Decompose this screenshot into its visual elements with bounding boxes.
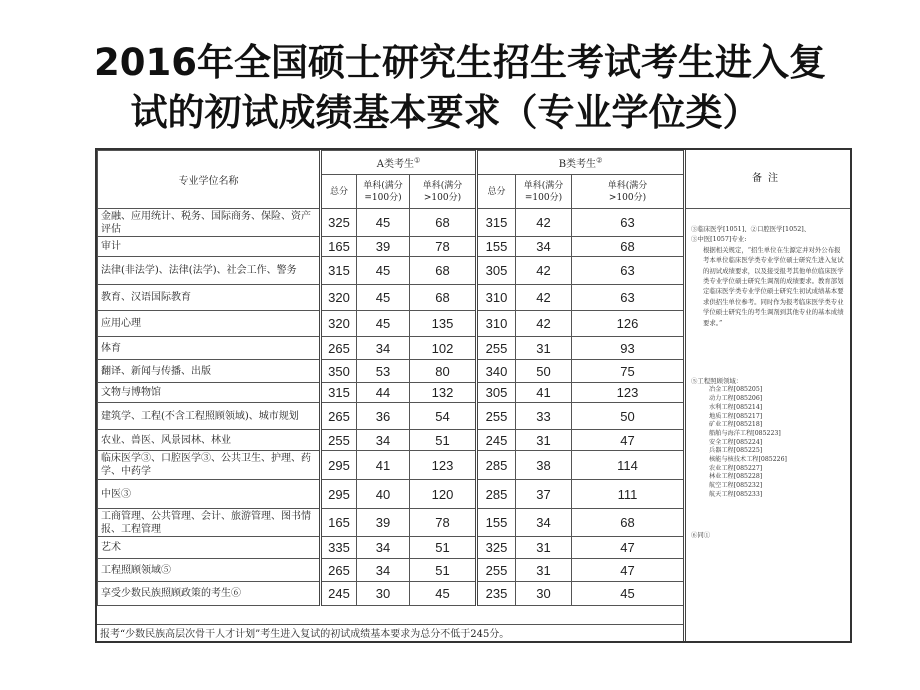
a-single100-cell: 45 — [357, 257, 410, 285]
engineering-field-item: 冶金工程[085205] — [709, 386, 763, 394]
a-single-gt100-cell: 45 — [410, 582, 477, 606]
a-single-gt100-cell: 51 — [410, 537, 477, 559]
a-total-cell: 165 — [321, 509, 357, 537]
a-single100-cell: 30 — [357, 582, 410, 606]
b-single-gt100-cell: 114 — [572, 451, 684, 480]
a-single100-cell: 45 — [357, 311, 410, 337]
header-a-group: A类考生① — [321, 151, 477, 175]
a-total-cell: 265 — [321, 403, 357, 430]
b-total-cell: 315 — [477, 209, 516, 237]
a-total-cell: 320 — [321, 311, 357, 337]
b-single-gt100-cell: 126 — [572, 311, 684, 337]
b-single100-cell: 31 — [516, 559, 572, 582]
major-name-cell: 教育、汉语国际教育 — [98, 285, 321, 311]
a-total-cell: 265 — [321, 337, 357, 360]
a-single100-cell: 39 — [357, 237, 410, 257]
b-single100-cell: 30 — [516, 582, 572, 606]
major-name-cell: 工商管理、公共管理、会计、旅游管理、图书情报、工程管理 — [98, 509, 321, 537]
a-single-gt100-cell: 80 — [410, 360, 477, 383]
header-b-single100: 单科(满分 =100分) — [516, 175, 572, 209]
header-notes: 备注 — [686, 150, 850, 209]
a-total-cell: 325 — [321, 209, 357, 237]
table-row — [98, 509, 684, 537]
b-total-cell: 310 — [477, 285, 516, 311]
notes-column — [683, 150, 850, 641]
major-name-cell: 中医③ — [98, 480, 321, 509]
major-name-cell: 享受少数民族照顾政策的考生⑥ — [98, 582, 321, 606]
engineering-field-item: 航天工程[085233] — [709, 490, 763, 498]
a-single100-cell: 36 — [357, 403, 410, 430]
b-single100-cell: 42 — [516, 257, 572, 285]
a-single-gt100-cell: 68 — [410, 257, 477, 285]
b-total-cell: 305 — [477, 257, 516, 285]
a-single-gt100-cell: 120 — [410, 480, 477, 509]
a-total-cell: 320 — [321, 285, 357, 311]
engineering-field-item: 地质工程[085217] — [709, 412, 763, 420]
table-footer-note: 报考“少数民族高层次骨干人才计划”考生进入复试的初试成绩基本要求为总分不低于245分。 — [97, 624, 683, 643]
a-single-gt100-cell: 51 — [410, 430, 477, 451]
header-a-total: 总分 — [321, 175, 357, 209]
table-body — [98, 209, 684, 606]
a-single100-cell: 34 — [357, 559, 410, 582]
b-total-cell: 340 — [477, 360, 516, 383]
b-total-cell: 285 — [477, 480, 516, 509]
a-single-gt100-cell: 102 — [410, 337, 477, 360]
header-b-group: B类考生② — [477, 151, 684, 175]
header-major-name: 专业学位名称 — [98, 151, 321, 209]
table-row — [98, 337, 684, 360]
table-row — [98, 537, 684, 559]
b-single-gt100-cell: 75 — [572, 360, 684, 383]
note-engineering: ⑤工程照顾领域： 冶金工程[085205] 动力工程[085206] 水利工程[085214] 地质工程[085217] 矿业工程[085218] 船舶与海洋工程[085223] 安全工程[085224] 兵器工程[085225] 核能与核技术工程[085226] 农业工程[085227] 林业工程[085228] 航空工程[085232] 航天工程[085233] — [691, 376, 846, 500]
a-total-cell: 265 — [321, 559, 357, 582]
b-total-cell: 255 — [477, 403, 516, 430]
engineering-field-item: 矿业工程[085218] — [709, 421, 763, 429]
a-total-cell: 295 — [321, 451, 357, 480]
major-name-cell: 建筑学、工程(不含工程照顾领域)、城市规划 — [98, 403, 321, 430]
title-line-1: 2016年全国硕士研究生招生考试考生进入复 — [94, 41, 826, 84]
b-single-gt100-cell: 63 — [572, 285, 684, 311]
b-single-gt100-cell: 111 — [572, 480, 684, 509]
b-single100-cell: 41 — [516, 383, 572, 403]
b-single100-cell: 34 — [516, 237, 572, 257]
a-total-cell: 315 — [321, 257, 357, 285]
b-total-cell: 325 — [477, 537, 516, 559]
b-total-cell: 245 — [477, 430, 516, 451]
table-row — [98, 360, 684, 383]
table-row — [98, 480, 684, 509]
b-total-cell: 255 — [477, 337, 516, 360]
b-single-gt100-cell: 47 — [572, 537, 684, 559]
b-single100-cell: 31 — [516, 337, 572, 360]
table-row — [98, 257, 684, 285]
note-minority: ⑥同① — [691, 531, 711, 539]
header-a-single100: 单科(满分 =100分) — [357, 175, 410, 209]
header-b-single-gt100: 单科(满分 >100分) — [572, 175, 684, 209]
engineering-field-item: 兵器工程[085225] — [709, 447, 763, 455]
engineering-field-item: 林业工程[085228] — [709, 473, 763, 481]
a-single-gt100-cell: 132 — [410, 383, 477, 403]
a-single100-cell: 34 — [357, 337, 410, 360]
engineering-field-list — [691, 386, 846, 499]
a-total-cell: 295 — [321, 480, 357, 509]
header-row-1 — [98, 151, 684, 175]
a-total-cell: 350 — [321, 360, 357, 383]
b-total-cell: 155 — [477, 509, 516, 537]
b-single100-cell: 31 — [516, 537, 572, 559]
a-total-cell: 335 — [321, 537, 357, 559]
b-total-cell: 305 — [477, 383, 516, 403]
b-total-cell: 255 — [477, 559, 516, 582]
major-name-cell: 法律(非法学)、法律(法学)、社会工作、警务 — [98, 257, 321, 285]
engineering-field-item: 农业工程[085227] — [709, 464, 763, 472]
table-row — [98, 311, 684, 337]
header-b-total: 总分 — [477, 175, 516, 209]
b-single-gt100-cell: 50 — [572, 403, 684, 430]
score-table — [97, 150, 684, 606]
table-row — [98, 582, 684, 606]
table-row — [98, 383, 684, 403]
a-total-cell: 255 — [321, 430, 357, 451]
engineering-field-item: 动力工程[085206] — [709, 395, 763, 403]
a-total-cell: 315 — [321, 383, 357, 403]
table-row — [98, 451, 684, 480]
a-single100-cell: 44 — [357, 383, 410, 403]
table-row — [98, 285, 684, 311]
b-single-gt100-cell: 63 — [572, 209, 684, 237]
b-single100-cell: 50 — [516, 360, 572, 383]
major-name-cell: 农业、兽医、风景园林、林业 — [98, 430, 321, 451]
a-single-gt100-cell: 54 — [410, 403, 477, 430]
a-single100-cell: 39 — [357, 509, 410, 537]
b-total-cell: 285 — [477, 451, 516, 480]
b-single-gt100-cell: 93 — [572, 337, 684, 360]
a-single-gt100-cell: 78 — [410, 509, 477, 537]
table-row — [98, 209, 684, 237]
b-single-gt100-cell: 123 — [572, 383, 684, 403]
a-total-cell: 245 — [321, 582, 357, 606]
a-single-gt100-cell: 68 — [410, 209, 477, 237]
b-single100-cell: 31 — [516, 430, 572, 451]
engineering-field-item: 船舶与海洋工程[085223] — [709, 429, 781, 437]
major-name-cell: 艺术 — [98, 537, 321, 559]
b-total-cell: 155 — [477, 237, 516, 257]
a-single100-cell: 45 — [357, 209, 410, 237]
score-table-frame — [95, 148, 852, 643]
engineering-field-item: 安全工程[085224] — [709, 438, 763, 446]
note-medical: ③临床医学[1051]、②口腔医学[1052]、 ③中医[1057]专业: 根据相关规定，“招生单位在生源定并对外公布报考本单位临床医学类专业学位硕士研究生进入复试的初试成绩要求，以及接受报考其他单位临床医学类专业学位硕士研究生调剂的成绩要求。教育部划定临床医学类专业学位硕士研究生初试成绩基本要求供招生单位参考。同时作为报考临床医学类专业学位硕士研究生的考生调剂到其他专业的基本成绩要求。” — [691, 225, 844, 327]
b-single100-cell: 34 — [516, 509, 572, 537]
b-single100-cell: 33 — [516, 403, 572, 430]
table-row — [98, 237, 684, 257]
b-total-cell: 235 — [477, 582, 516, 606]
major-name-cell: 体育 — [98, 337, 321, 360]
b-single100-cell: 38 — [516, 451, 572, 480]
a-single-gt100-cell: 135 — [410, 311, 477, 337]
a-single100-cell: 53 — [357, 360, 410, 383]
major-name-cell: 应用心理 — [98, 311, 321, 337]
a-single100-cell: 34 — [357, 537, 410, 559]
b-total-cell: 310 — [477, 311, 516, 337]
b-single-gt100-cell: 68 — [572, 509, 684, 537]
b-single-gt100-cell: 47 — [572, 559, 684, 582]
engineering-field-item: 核能与核技术工程[085226] — [709, 456, 787, 464]
table-row — [98, 403, 684, 430]
a-single100-cell: 34 — [357, 430, 410, 451]
engineering-field-item: 航空工程[085232] — [709, 482, 763, 490]
b-single-gt100-cell: 68 — [572, 237, 684, 257]
title-line-2: 试的初试成绩基本要求（专业学位类） — [130, 91, 760, 134]
a-single-gt100-cell: 78 — [410, 237, 477, 257]
a-total-cell: 165 — [321, 237, 357, 257]
a-single-gt100-cell: 51 — [410, 559, 477, 582]
table-row — [98, 559, 684, 582]
a-single-gt100-cell: 123 — [410, 451, 477, 480]
a-single100-cell: 40 — [357, 480, 410, 509]
major-name-cell: 审计 — [98, 237, 321, 257]
major-name-cell: 文物与博物馆 — [98, 383, 321, 403]
major-name-cell: 金融、应用统计、税务、国际商务、保险、资产评估 — [98, 209, 321, 237]
b-single100-cell: 42 — [516, 311, 572, 337]
table-row — [98, 430, 684, 451]
b-single-gt100-cell: 45 — [572, 582, 684, 606]
major-name-cell: 工程照顾领域⑤ — [98, 559, 321, 582]
a-single-gt100-cell: 68 — [410, 285, 477, 311]
b-single-gt100-cell: 47 — [572, 430, 684, 451]
slide-title — [0, 38, 920, 138]
header-a-single-gt100: 单科(满分 >100分) — [410, 175, 477, 209]
a-single100-cell: 41 — [357, 451, 410, 480]
major-name-cell: 翻译、新闻与传播、出版 — [98, 360, 321, 383]
b-single100-cell: 42 — [516, 285, 572, 311]
b-single-gt100-cell: 63 — [572, 257, 684, 285]
engineering-field-item: 水利工程[085214] — [709, 403, 763, 411]
b-single100-cell: 42 — [516, 209, 572, 237]
major-name-cell: 临床医学③、口腔医学③、公共卫生、护理、药学、中药学 — [98, 451, 321, 480]
a-single100-cell: 45 — [357, 285, 410, 311]
b-single100-cell: 37 — [516, 480, 572, 509]
